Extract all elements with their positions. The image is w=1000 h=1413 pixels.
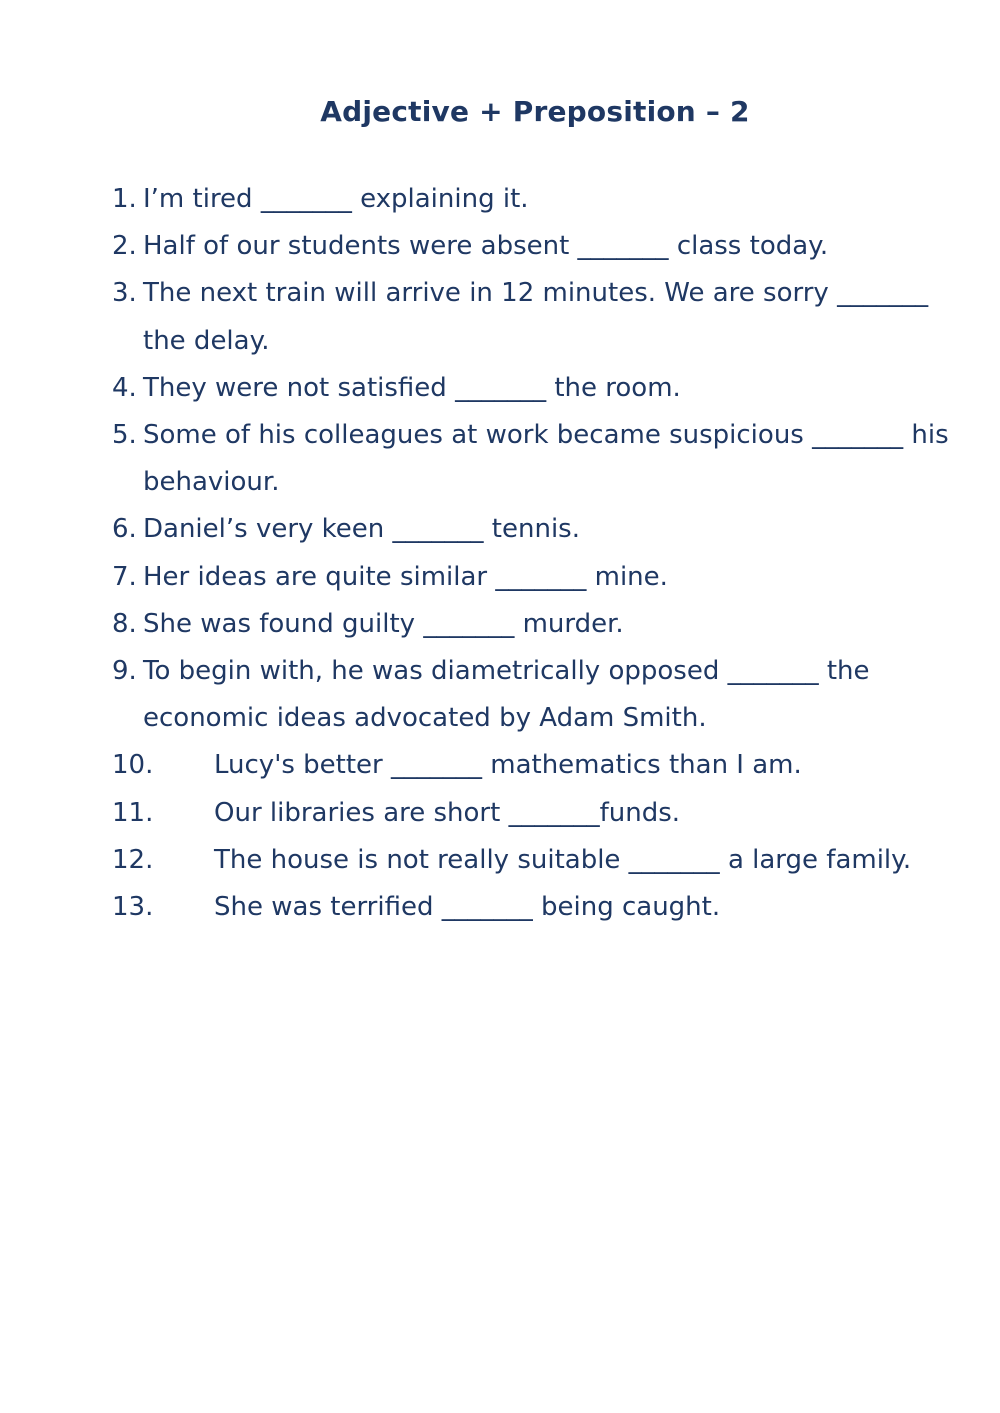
question-number: 3.	[112, 278, 137, 309]
question-item	[112, 884, 952, 931]
question-item	[112, 223, 952, 270]
question-number: 2.	[112, 231, 137, 262]
question-text: Our libraries are short _______funds.	[214, 797, 681, 828]
question-text: Lucy's better _______ mathematics than I am.	[214, 750, 802, 781]
question-item	[112, 790, 952, 837]
question-text: Her ideas are quite similar _______ mine.	[143, 561, 668, 592]
question-number: 1.	[112, 184, 137, 214]
question-text: They were not satisfied _______ the room.	[143, 372, 681, 403]
question-item	[112, 601, 952, 648]
question-number: 7.	[112, 561, 137, 592]
question-text: I’m tired _______ explaining it.	[143, 184, 529, 214]
question-text: The next train will arrive in 12 minutes. We are sorry _______ the delay.	[143, 278, 929, 356]
question-item	[112, 270, 952, 364]
page-title: Adjective + Preposition – 2	[320, 95, 750, 128]
question-item	[112, 554, 952, 601]
question-number: 13.	[112, 892, 154, 923]
question-number: 11.	[112, 797, 154, 828]
question-number: 5.	[112, 420, 137, 451]
question-text: The house is not really suitable _______ a large family.	[214, 844, 912, 875]
question-number: 12.	[112, 844, 154, 875]
question-text: She was found guilty _______ murder.	[143, 608, 624, 639]
question-number: 8.	[112, 608, 137, 639]
question-item	[112, 412, 952, 506]
question-item	[112, 648, 952, 742]
question-text: She was terrified _______ being caught.	[214, 892, 721, 923]
question-item	[112, 365, 952, 412]
question-number: 10.	[112, 750, 154, 781]
question-item	[112, 837, 952, 884]
question-text: Half of our students were absent _______ class today.	[143, 231, 829, 262]
question-item	[112, 176, 952, 223]
question-number: 9.	[112, 656, 137, 687]
question-number: 4.	[112, 372, 137, 403]
question-text: To begin with, he was diametrically opposed _______ the economic ideas advocated by Adam Smith.	[143, 656, 870, 734]
question-item	[112, 742, 952, 789]
question-item	[112, 506, 952, 553]
question-list	[112, 176, 952, 931]
question-text: Some of his colleagues at work became suspicious _______ his behaviour.	[143, 420, 949, 498]
question-text: Daniel’s very keen _______ tennis.	[143, 514, 580, 545]
question-number: 6.	[112, 514, 137, 545]
